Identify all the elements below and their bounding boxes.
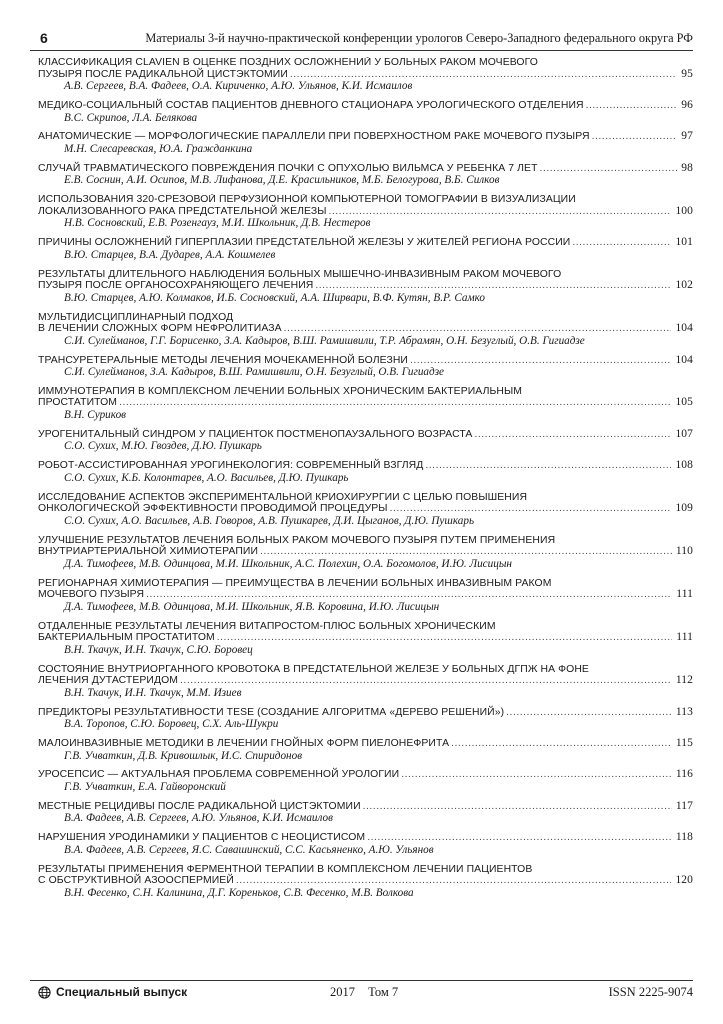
entry-title-line: ИСПОЛЬЗОВАНИЯ 320-СРЕЗОВОЙ ПЕРФУЗИОННОЙ КОМПЬЮТЕРНОЙ ТОМОГРАФИИ В ВИЗУАЛИЗАЦИИ	[38, 194, 576, 206]
entry-title-line: АНАТОМИЧЕСКИЕ — МОРФОЛОГИЧЕСКИЕ ПАРАЛЛЕЛИ ПРИ ПОВЕРХНОСТНОМ РАКЕ МОЧЕВОГО ПУЗЫРЯ	[38, 131, 590, 143]
entry-authors: Д.А. Тимофеев, М.В. Одинцова, М.И. Школьник, А.С. Полехин, О.А. Богомолов, И.Ю. Лисицын	[64, 557, 512, 570]
entry-authors: А.В. Сергеев, В.А. Фадеев, О.А. Кириченко, А.Ю. Ульянов, К.И. Исмаилов	[64, 80, 413, 93]
dot-leader	[572, 237, 671, 249]
dot-leader	[284, 323, 672, 335]
entry-title-line: ВНУТРИАРТЕРИАЛЬНОЙ ХИМИОТЕРАПИИ	[38, 546, 259, 558]
entry-page-number: 101	[675, 236, 693, 249]
entry-title	[38, 163, 693, 175]
entry-authors: В.Н. Суриков	[64, 409, 127, 422]
entry-title-last-line	[38, 801, 693, 813]
entry-page-number: 116	[675, 768, 693, 781]
toc-entry	[38, 460, 693, 484]
toc-entry	[38, 832, 693, 856]
entry-title-line: ПУЗЫРЯ ПОСЛЕ ОРГАНОСОХРАНЯЮЩЕГО ЛЕЧЕНИЯ	[38, 280, 314, 292]
entry-authors: Н.В. Сосновский, Е.В. Розенгауз, М.И. Школьник, Д.В. Нестеров	[64, 217, 371, 230]
entry-title	[38, 769, 693, 781]
entry-title-line: УРОГЕНИТАЛЬНЫЙ СИНДРОМ У ПАЦИЕНТОК ПОСТМЕНОПАУЗАЛЬНОГО ВОЗРАСТА	[38, 428, 473, 440]
page-header	[30, 28, 693, 51]
toc-entry	[38, 578, 693, 614]
toc-entry	[38, 707, 693, 731]
toc-entry	[38, 237, 693, 261]
page-footer	[30, 980, 693, 1003]
toc-entry	[38, 429, 693, 453]
entry-authors: В.Ю. Старцев, А.Ю. Колмаков, И.Б. Сосновский, А.А. Ширвари, В.Ф. Кутян, В.Р. Самко	[64, 291, 486, 304]
entry-title-line: МОЧЕВОГО ПУЗЫРЯ	[38, 589, 145, 601]
dot-leader	[236, 875, 672, 887]
entry-title-line: МЕСТНЫЕ РЕЦИДИВЫ ПОСЛЕ РАДИКАЛЬНОЙ ЦИСТЭКТОМИИ	[38, 800, 361, 812]
entry-title	[38, 100, 693, 112]
dot-leader	[329, 206, 672, 218]
entry-title-last-line	[38, 429, 693, 441]
entry-page-number: 111	[676, 631, 693, 644]
dot-leader	[367, 832, 672, 844]
issn: ISSN 2225-9074	[608, 985, 693, 999]
entry-title	[38, 832, 693, 844]
toc-entry	[38, 664, 693, 700]
entry-title-last-line	[38, 355, 693, 367]
entry-page-number: 100	[675, 204, 693, 217]
entry-authors: Г.В. Учваткин, Д.В. Кривошлык, И.С. Спиридонов	[64, 749, 303, 762]
entry-title	[38, 269, 693, 292]
toc-entry	[38, 535, 693, 571]
entry-page-number: 108	[675, 459, 693, 472]
entry-title-last-line	[38, 589, 693, 601]
entry-title-last-line	[38, 280, 693, 292]
entry-title	[38, 460, 693, 472]
year: 2017	[330, 985, 355, 999]
toc-entry	[38, 801, 693, 825]
dot-leader	[586, 100, 678, 112]
entry-authors: В.Н. Фесенко, С.Н. Калинина, Д.Г. Кореньков, С.В. Фесенко, М.В. Волкова	[64, 886, 414, 899]
entry-authors: Е.В. Соснин, А.И. Осипов, М.В. Лифанова, Д.Е. Красильников, М.Б. Белогурова, В.Б. Силков	[64, 174, 500, 187]
dot-leader	[180, 675, 672, 687]
entry-title-last-line	[38, 100, 693, 112]
entry-page-number: 110	[675, 545, 693, 558]
entry-page-number: 105	[675, 396, 693, 409]
dot-leader	[540, 163, 678, 175]
entry-title	[38, 801, 693, 813]
entry-title	[38, 237, 693, 249]
entry-title-line: ЛОКАЛИЗОВАННОГО РАКА ПРЕДСТАТЕЛЬНОЙ ЖЕЛЕЗЫ	[38, 205, 327, 217]
footer-year-volume	[330, 985, 408, 1000]
entry-title-last-line	[38, 675, 693, 687]
entry-title-line: РЕГИОНАРНАЯ ХИМИОТЕРАПИЯ — ПРЕИМУЩЕСТВА В ЛЕЧЕНИИ БОЛЬНЫХ ИНВАЗИВНЫМ РАКОМ	[38, 577, 552, 589]
entry-title-last-line	[38, 131, 693, 143]
toc-entry	[38, 386, 693, 422]
entry-authors: С.О. Сухих, А.О. Васильев, А.В. Говоров, А.В. Пушкарев, Д.И. Цыганов, Д.Ю. Пушкарь	[64, 514, 475, 527]
dot-leader	[119, 397, 671, 409]
entry-title-line: РОБОТ-АССИСТИРОВАННАЯ УРОГИНЕКОЛОГИЯ: СОВРЕМЕННЫЙ ВЗГЛЯД	[38, 460, 424, 472]
entry-title-line: УЛУЧШЕНИЕ РЕЗУЛЬТАТОВ ЛЕЧЕНИЯ БОЛЬНЫХ РАКОМ МОЧЕВОГО ПУЗЫРЯ ПУТЕМ ПРИМЕНЕНИЯ	[38, 534, 556, 546]
entry-title-line: МУЛЬТИДИСЦИПЛИНАРНЫЙ ПОДХОД	[38, 311, 234, 323]
entry-title-line: СЛУЧАЙ ТРАВМАТИЧЕСКОГО ПОВРЕЖДЕНИЯ ПОЧКИ С ОПУХОЛЬЮ ВИЛЬМСА У РЕБЕНКА 7 ЛЕТ	[38, 162, 538, 174]
entry-page-number: 118	[675, 831, 693, 844]
toc-entry	[38, 864, 693, 900]
entry-page-number: 97	[681, 130, 693, 143]
entry-title-line: ЛЕЧЕНИЯ ДУТАСТЕРИДОМ	[38, 675, 179, 687]
entry-title-line: ПРОСТАТИТОМ	[38, 397, 118, 409]
entry-title-last-line	[38, 832, 693, 844]
dot-leader	[146, 589, 672, 601]
entry-title-line: ПРИЧИНЫ ОСЛОЖНЕНИЙ ГИПЕРПЛАЗИИ ПРЕДСТАТЕЛЬНОЙ ЖЕЛЕЗЫ У ЖИТЕЛЕЙ РЕГИОНА РОССИИ	[38, 237, 571, 249]
toc-entry	[38, 163, 693, 187]
entry-authors: Д.А. Тимофеев, М.В. Одинцова, М.И. Школьник, Я.В. Коровина, И.Ю. Лисицын	[64, 600, 440, 613]
page-number: 6	[40, 30, 48, 46]
entry-title-line: ИССЛЕДОВАНИЕ АСПЕКТОВ ЭКСПЕРИМЕНТАЛЬНОЙ КРИОХИРУРГИИ С ЦЕЛЬЮ ПОВЫШЕНИЯ	[38, 491, 528, 503]
entry-title-last-line	[38, 69, 693, 81]
dot-leader	[260, 546, 672, 558]
toc-entry	[38, 312, 693, 348]
entry-title-line: ОТДАЛЕННЫЕ РЕЗУЛЬТАТЫ ЛЕЧЕНИЯ ВИТАПРОСТОМ-ПЛЮС БОЛЬНЫХ ХРОНИЧЕСКИМ	[38, 620, 496, 632]
entry-title	[38, 194, 693, 217]
entry-title	[38, 57, 693, 80]
journal-header-title: Материалы 3-й научно-практической конференции урологов Северо-Западного федерального округа РФ	[145, 31, 693, 45]
entry-authors: М.Н. Слесаревская, Ю.А. Гражданкина	[64, 142, 253, 155]
entry-title-line: БАКТЕРИАЛЬНЫМ ПРОСТАТИТОМ	[38, 632, 215, 644]
dot-leader	[363, 801, 672, 813]
entry-title-line: МЕДИКО-СОЦИАЛЬНЫЙ СОСТАВ ПАЦИЕНТОВ ДНЕВНОГО СТАЦИОНАРА УРОЛОГИЧЕСКОГО ОТДЕЛЕНИЯ	[38, 99, 584, 111]
entry-authors: В.Ю. Старцев, В.А. Дударев, А.А. Кошмелев	[64, 248, 276, 261]
entry-page-number: 95	[681, 67, 693, 80]
entry-authors: В.С. Скрипов, Л.А. Белякова	[64, 111, 198, 124]
dot-leader	[506, 707, 672, 719]
entry-title-last-line	[38, 875, 693, 887]
entry-title-line: СОСТОЯНИЕ ВНУТРИОРГАННОГО КРОВОТОКА В ПРЕДСТАТЕЛЬНОЙ ЖЕЛЕЗЕ У БОЛЬНЫХ ДГПЖ НА ФОНЕ	[38, 663, 589, 675]
entry-page-number: 112	[675, 674, 693, 687]
entry-title-last-line	[38, 769, 693, 781]
toc-entry	[38, 621, 693, 657]
entry-authors: В.А. Фадеев, А.В. Сергеев, А.Ю. Ульянов, К.И. Исмаилов	[64, 812, 333, 825]
entry-title-last-line	[38, 546, 693, 558]
globe-icon	[38, 986, 51, 999]
entry-page-number: 96	[681, 98, 693, 111]
entry-title-line: МАЛОИНВАЗИВНЫЕ МЕТОДИКИ В ЛЕЧЕНИИ ГНОЙНЫХ ФОРМ ПИЕЛОНЕФРИТА	[38, 737, 450, 749]
entry-title	[38, 355, 693, 367]
entry-title-line: В ЛЕЧЕНИИ СЛОЖНЫХ ФОРМ НЕФРОЛИТИАЗА	[38, 323, 282, 335]
entry-page-number: 107	[675, 427, 693, 440]
entry-title-last-line	[38, 397, 693, 409]
dot-leader	[410, 355, 671, 367]
entry-page-number: 117	[675, 799, 693, 812]
entry-page-number: 104	[675, 353, 693, 366]
entry-title-line: ПУЗЫРЯ ПОСЛЕ РАДИКАЛЬНОЙ ЦИСТЭКТОМИИ	[38, 68, 288, 80]
entry-authors: С.И. Сулейманов, Г.Г. Борисенко, З.А. Кадыров, В.Ш. Рамишвили, Т.Р. Абрамян, О.Н. Безуглый, О.В. Гигиадзе	[64, 334, 585, 347]
entry-title-line: РЕЗУЛЬТАТЫ ДЛИТЕЛЬНОГО НАБЛЮДЕНИЯ БОЛЬНЫХ МЫШЕЧНО-ИНВАЗИВНЫМ РАКОМ МОЧЕВОГО	[38, 268, 562, 280]
toc-entry	[38, 738, 693, 762]
entry-title	[38, 621, 693, 644]
entry-title-line: УРОСЕПСИС — АКТУАЛЬНАЯ ПРОБЛЕМА СОВРЕМЕННОЙ УРОЛОГИИ	[38, 769, 400, 781]
entry-title-line: РЕЗУЛЬТАТЫ ПРИМЕНЕНИЯ ФЕРМЕНТНОЙ ТЕРАПИИ В КОМПЛЕКСНОМ ЛЕЧЕНИИ ПАЦИЕНТОВ	[38, 863, 533, 875]
entry-title-line: НАРУШЕНИЯ УРОДИНАМИКИ У ПАЦИЕНТОВ С НЕОЦИСТИСОМ	[38, 832, 366, 844]
dot-leader	[290, 69, 677, 81]
toc-entry	[38, 100, 693, 124]
toc-entry	[38, 355, 693, 379]
entry-title-line: ОНКОЛОГИЧЕСКОЙ ЭФФЕКТИВНОСТИ ПРОВОДИМОЙ ПРОЦЕДУРЫ	[38, 503, 388, 515]
issue-label: Специальный выпуск	[56, 985, 188, 999]
dot-leader	[425, 460, 671, 472]
dot-leader	[315, 280, 671, 292]
entry-title-last-line	[38, 503, 693, 515]
toc-entry	[38, 194, 693, 230]
entry-title-line: ТРАНСУРЕТЕРАЛЬНЫЕ МЕТОДЫ ЛЕЧЕНИЯ МОЧЕКАМЕННОЙ БОЛЕЗНИ	[38, 354, 408, 366]
volume: Том 7	[368, 985, 399, 999]
entry-title-line: ИММУНОТЕРАПИЯ В КОМПЛЕКСНОМ ЛЕЧЕНИИ БОЛЬНЫХ ХРОНИЧЕСКИМ БАКТЕРИАЛЬНЫМ	[38, 385, 523, 397]
entry-title-last-line	[38, 460, 693, 472]
table-of-contents	[38, 57, 693, 907]
toc-entry	[38, 492, 693, 528]
entry-authors: С.О. Сухих, К.Б. Колонтарев, А.О. Васильев, Д.Ю. Пушкарь	[64, 471, 349, 484]
entry-page-number: 102	[675, 279, 693, 292]
entry-page-number: 111	[676, 588, 693, 601]
entry-title	[38, 429, 693, 441]
toc-entry	[38, 131, 693, 155]
entry-title	[38, 738, 693, 750]
dot-leader	[592, 131, 678, 143]
entry-authors: Г.В. Учваткин, Е.А. Гайворонский	[64, 780, 226, 793]
entry-title	[38, 578, 693, 601]
entry-title-line: КЛАССИФИКАЦИЯ CLAVIEN В ОЦЕНКЕ ПОЗДНИХ ОСЛОЖНЕНИЙ У БОЛЬНЫХ РАКОМ МОЧЕВОГО	[38, 57, 538, 68]
entry-title	[38, 312, 693, 335]
toc-entry	[38, 269, 693, 305]
entry-title-last-line	[38, 237, 693, 249]
entry-authors: С.О. Сухих, М.Ю. Гвоздев, Д.Ю. Пушкарь	[64, 440, 262, 453]
footer-issue	[38, 985, 187, 999]
entry-title-last-line	[38, 707, 693, 719]
entry-page-number: 104	[675, 322, 693, 335]
entry-title	[38, 864, 693, 887]
entry-authors: В.А. Фадеев, А.В. Сергеев, Я.С. Савашинский, С.С. Касьяненко, А.Ю. Ульянов	[64, 843, 434, 856]
entry-page-number: 113	[675, 705, 693, 718]
dot-leader	[474, 429, 671, 441]
entry-page-number: 98	[681, 161, 693, 174]
entry-authors: В.Н. Ткачук, И.Н. Ткачук, С.Ю. Боровец	[64, 643, 253, 656]
entry-title-line: С ОБСТРУКТИВНОЙ АЗООСПЕРМИЕЙ	[38, 875, 234, 887]
toc-entry	[38, 57, 693, 93]
entry-page-number: 109	[675, 502, 693, 515]
entry-authors: С.И. Сулейманов, З.А. Кадыров, В.Ш. Рамишвили, О.Н. Безуглый, О.В. Гигиадзе	[64, 366, 445, 379]
entry-title-last-line	[38, 206, 693, 218]
entry-authors: В.Н. Ткачук, И.Н. Ткачук, М.М. Изиев	[64, 686, 242, 699]
toc-entry	[38, 769, 693, 793]
entry-title	[38, 535, 693, 558]
entry-title	[38, 664, 693, 687]
dot-leader	[217, 632, 673, 644]
dot-leader	[451, 738, 672, 750]
dot-leader	[401, 769, 672, 781]
entry-title	[38, 386, 693, 409]
entry-title-last-line	[38, 632, 693, 644]
entry-page-number: 115	[675, 736, 693, 749]
entry-title-last-line	[38, 163, 693, 175]
entry-title-last-line	[38, 323, 693, 335]
entry-title	[38, 492, 693, 515]
entry-title-line: ПРЕДИКТОРЫ РЕЗУЛЬТАТИВНОСТИ TESE (СОЗДАНИЕ АЛГОРИТМА «ДЕРЕВО РЕШЕНИЙ»)	[38, 706, 505, 718]
dot-leader	[390, 503, 672, 515]
entry-authors: В.А. Торопов, С.Ю. Боровец, С.Х. Аль-Шукри	[64, 718, 279, 731]
entry-title	[38, 707, 693, 719]
entry-page-number: 120	[675, 874, 693, 887]
entry-title	[38, 131, 693, 143]
entry-title-last-line	[38, 738, 693, 750]
